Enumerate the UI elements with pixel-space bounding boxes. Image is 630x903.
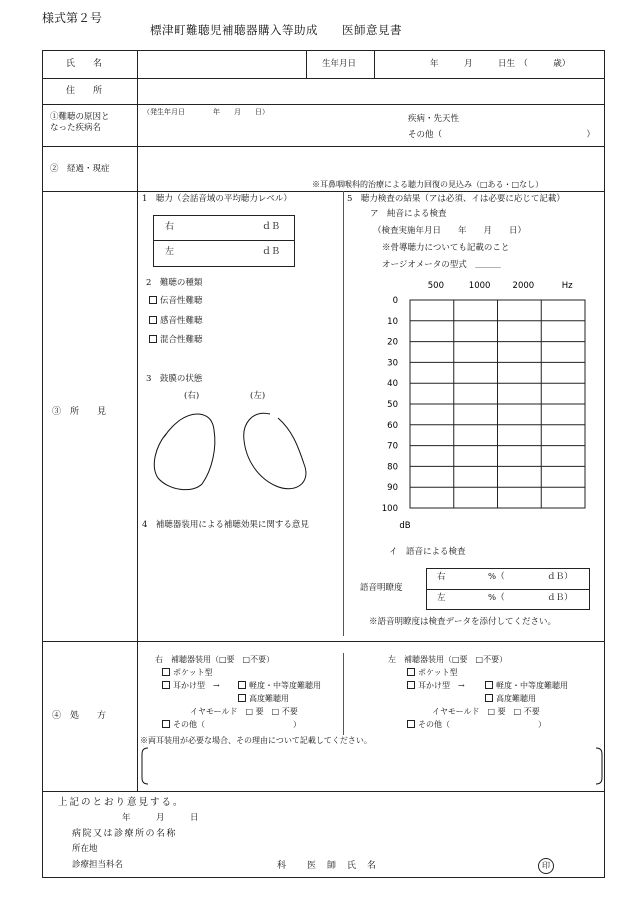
history-label: ② 経過・現症 <box>50 164 110 174</box>
disease-congenital: 疾病・先天性 <box>408 114 460 124</box>
right-ear-hook-option[interactable]: 耳かけ型 → <box>162 681 220 690</box>
x-unit-label: Hz <box>561 281 573 291</box>
right-earmold[interactable]: イヤモールド □ 要 □ 不要 <box>190 707 298 716</box>
checkbox-icon <box>162 668 170 676</box>
right-other-option[interactable]: その他（ ） <box>162 720 301 729</box>
right-db-field[interactable]: ｄＢ <box>262 222 281 232</box>
statement-date[interactable]: 年 月 日 <box>122 813 199 823</box>
right-aid-title[interactable]: 右 補聴器装用（□要 □不要） <box>155 655 275 664</box>
y-tick-label: 20 <box>387 337 398 348</box>
bone-note: ※骨導聴力についても記載のこと <box>382 243 510 253</box>
y-tick-label: 40 <box>387 379 398 390</box>
pure-tone-title: ア 純音による検査 <box>370 209 447 219</box>
dob-field[interactable]: 年 月 日生 （ 歳） <box>430 59 571 69</box>
recovery-note[interactable]: ※耳鼻咽喉科的治療による聴力回復の見込み（□ある・□なし） <box>312 180 544 189</box>
both-ears-reason-field[interactable] <box>140 746 605 786</box>
checkbox-icon <box>238 694 246 702</box>
checkbox-icon <box>149 335 157 343</box>
type-option-conductive[interactable]: 伝音性難聴 <box>149 296 203 307</box>
right-mild-option[interactable]: 軽度・中等度難聴用 <box>238 681 321 690</box>
left-pocket-option[interactable]: ポケット型 <box>407 668 458 677</box>
checkbox-icon <box>149 296 157 304</box>
checkbox-icon <box>407 668 415 676</box>
speech-right-field[interactable]: 右 %（ ｄＢ） <box>437 572 573 582</box>
onset-date[interactable]: （発生年月日 年 月 日） <box>143 108 269 116</box>
type-title: 2 難聴の種類 <box>146 278 203 288</box>
eardrum-right-label: (右) <box>184 391 200 401</box>
checkbox-icon <box>162 720 170 728</box>
hearing-title: 1 聴力（会話音域の平均聴力レベル） <box>142 194 292 204</box>
left-earmold[interactable]: イヤモールド □ 要 □ 不要 <box>432 707 540 716</box>
y-tick-label: 10 <box>387 316 398 327</box>
other-cause[interactable]: その他（ ） <box>408 130 596 140</box>
eardrum-diagram[interactable] <box>150 408 320 494</box>
effect-title: 4 補聴器装用による補聴効果に関する意見 <box>142 520 309 530</box>
checkbox-icon <box>485 681 493 689</box>
left-mild-option[interactable]: 軽度・中等度難聴用 <box>485 681 568 690</box>
right-ear-label: 右 <box>165 222 175 232</box>
y-tick-label: 60 <box>387 420 398 431</box>
y-tick-label: 70 <box>387 441 398 452</box>
name-label: 氏 名 <box>66 59 103 69</box>
left-db-field[interactable]: ｄＢ <box>262 247 281 257</box>
speech-note: ※語音明瞭度は検査データを添付してください。 <box>369 617 557 627</box>
checkbox-icon <box>407 681 415 689</box>
y-tick-label: 80 <box>387 462 398 473</box>
name-field[interactable] <box>139 52 304 76</box>
audiometer-type[interactable]: オージオメータの型式 ＿＿＿ <box>382 260 501 270</box>
type-option-mixed[interactable]: 混合性難聴 <box>149 335 203 346</box>
y-tick-label: 0 <box>392 296 398 306</box>
form-number: 様式第２号 <box>42 11 103 25</box>
y-unit-label: dB <box>399 521 411 531</box>
hospital-name-label: 病院又は診療所の名称 <box>72 829 178 839</box>
test-title: 5 聴力検査の結果（アは必須、イは必要に応じて記載） <box>347 194 565 204</box>
eardrum-title: 3 鼓膜の状態 <box>146 374 203 384</box>
checkbox-icon <box>149 316 157 324</box>
left-ear-label: 左 <box>165 247 175 257</box>
audiogram[interactable] <box>355 275 595 535</box>
y-tick-label: 50 <box>387 400 398 410</box>
left-severe-option[interactable]: 高度難聴用 <box>485 694 536 703</box>
location-label: 所在地 <box>72 844 98 854</box>
eardrum-left-label: (左) <box>250 391 266 401</box>
prescription-label: ④ 処 方 <box>52 711 107 721</box>
speech-title: イ 語音による検査 <box>389 547 466 557</box>
y-tick-label: 90 <box>387 483 398 494</box>
x-tick-label: 2000 <box>512 281 535 291</box>
speech-left-field[interactable]: 左 %（ ｄＢ） <box>437 593 573 603</box>
checkbox-icon <box>162 681 170 689</box>
doctor-name-label: 科 医 師 氏 名 <box>277 861 378 871</box>
cause-label: ①難聴の原因と なった疾病名 <box>50 112 110 134</box>
seal-icon: 印 <box>538 858 554 874</box>
right-pocket-option[interactable]: ポケット型 <box>162 668 213 677</box>
form-title: 標津町難聴児補聴器購入等助成 医師意見書 <box>150 23 402 37</box>
checkbox-icon <box>485 694 493 702</box>
test-date[interactable]: （検査実施年月日 年 月 日） <box>373 226 527 236</box>
left-aid-title[interactable]: 左 補聴器装用（□要 □不要） <box>388 655 508 664</box>
dob-label: 生年月日 <box>322 59 357 69</box>
address-field[interactable] <box>139 80 603 102</box>
effect-field[interactable] <box>142 535 337 635</box>
right-severe-option[interactable]: 高度難聴用 <box>238 694 289 703</box>
left-ear-hook-option[interactable]: 耳かけ型 → <box>407 681 465 690</box>
checkbox-icon <box>238 681 246 689</box>
both-ears-note: ※両耳装用が必要な場合、その理由について記載してください。 <box>140 736 372 745</box>
speech-label: 語音明瞭度 <box>360 583 403 593</box>
x-tick-label: 500 <box>427 281 444 291</box>
type-option-sensorineural[interactable]: 感音性難聴 <box>149 316 203 327</box>
y-tick-label: 100 <box>381 504 398 514</box>
checkbox-icon <box>407 720 415 728</box>
statement: 上記のとおり意見する。 <box>58 797 185 808</box>
department-label: 診療担当科名 <box>72 860 124 870</box>
x-tick-label: 1000 <box>468 281 491 291</box>
left-other-option[interactable]: その他（ ） <box>407 720 546 729</box>
y-tick-label: 30 <box>387 358 398 369</box>
address-label: 住 所 <box>66 86 103 96</box>
findings-label: ③ 所 見 <box>52 407 107 417</box>
